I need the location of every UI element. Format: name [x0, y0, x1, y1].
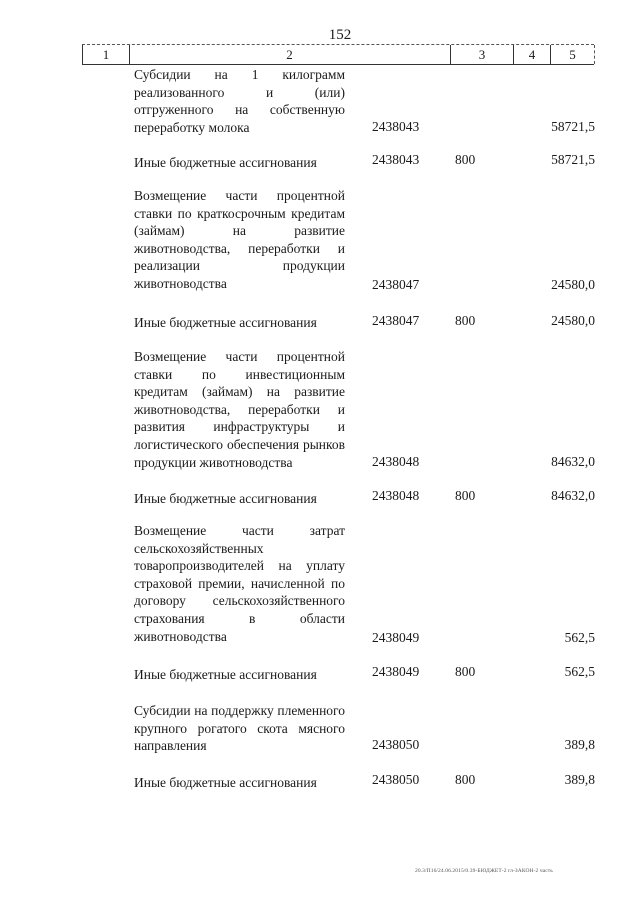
row-expense-type: 800 [455, 772, 476, 787]
header-col-4: 4 [514, 45, 551, 64]
row-amount: 389,8 [564, 772, 595, 787]
row-expense-type: 800 [455, 488, 476, 503]
row-code: 2438049 [372, 664, 420, 679]
row-description: Возмещение части затрат сельскохозяйственных товаропроизводителей на уплату страховой премии, начисленной по договору сельскохозяйственного страхования в области животноводства [134, 523, 345, 644]
row-description: Субсидии на 1 килограмм реализованного и (или) отгруженного на собственную переработку молока [134, 67, 345, 135]
row-description: Субсидии на поддержку племенного крупного рогатого скота мясного направления [134, 703, 345, 754]
row-code: 2438049 [372, 630, 420, 645]
row-amount: 84632,0 [551, 488, 595, 503]
row-expense-type: 800 [455, 152, 476, 167]
row-code: 2438048 [372, 454, 420, 469]
row-code: 2438048 [372, 488, 420, 503]
row-expense-type: 800 [455, 313, 476, 328]
header-col-1: 1 [82, 45, 130, 64]
row-amount: 389,8 [564, 737, 595, 752]
row-code: 2438043 [372, 119, 420, 134]
row-description: Иные бюджетные ассигнования [134, 491, 317, 506]
row-code: 2438043 [372, 152, 420, 167]
header-col-2: 2 [129, 45, 451, 64]
row-amount: 562,5 [564, 630, 595, 645]
row-code: 2438047 [372, 313, 420, 328]
row-description: Иные бюджетные ассигнования [134, 775, 317, 790]
row-description: Иные бюджетные ассигнования [134, 315, 317, 330]
row-amount: 58721,5 [551, 152, 595, 167]
row-code: 2438047 [372, 277, 420, 292]
row-amount: 58721,5 [551, 119, 595, 134]
row-code: 2438050 [372, 737, 420, 752]
row-amount: 24580,0 [551, 313, 595, 328]
row-description: Иные бюджетные ассигнования [134, 155, 317, 170]
header-col-5: 5 [551, 45, 595, 64]
footer-stamp: 20.3/П16/24.06.2015/0.39-БЮДЖЕТ-2 гл-ЗАКОН-2 часть [415, 868, 553, 874]
row-expense-type: 800 [455, 664, 476, 679]
page-number: 152 [328, 27, 352, 43]
table-header [82, 44, 594, 65]
row-description: Возмещение части процентной ставки по инвестиционным кредитам (займам) на развитие животноводства, переработки и развития инфраструктуры и логистического обеспечения рынков продукции животноводства [134, 349, 345, 470]
row-code: 2438050 [372, 772, 420, 787]
row-description: Возмещение части процентной ставки по краткосрочным кредитам (займам) на развитие животноводства, переработки и реализации продукции животноводства [134, 188, 345, 291]
row-description: Иные бюджетные ассигнования [134, 667, 317, 682]
row-amount: 84632,0 [551, 454, 595, 469]
header-col-3: 3 [451, 45, 514, 64]
row-amount: 562,5 [564, 664, 595, 679]
row-amount: 24580,0 [551, 277, 595, 292]
